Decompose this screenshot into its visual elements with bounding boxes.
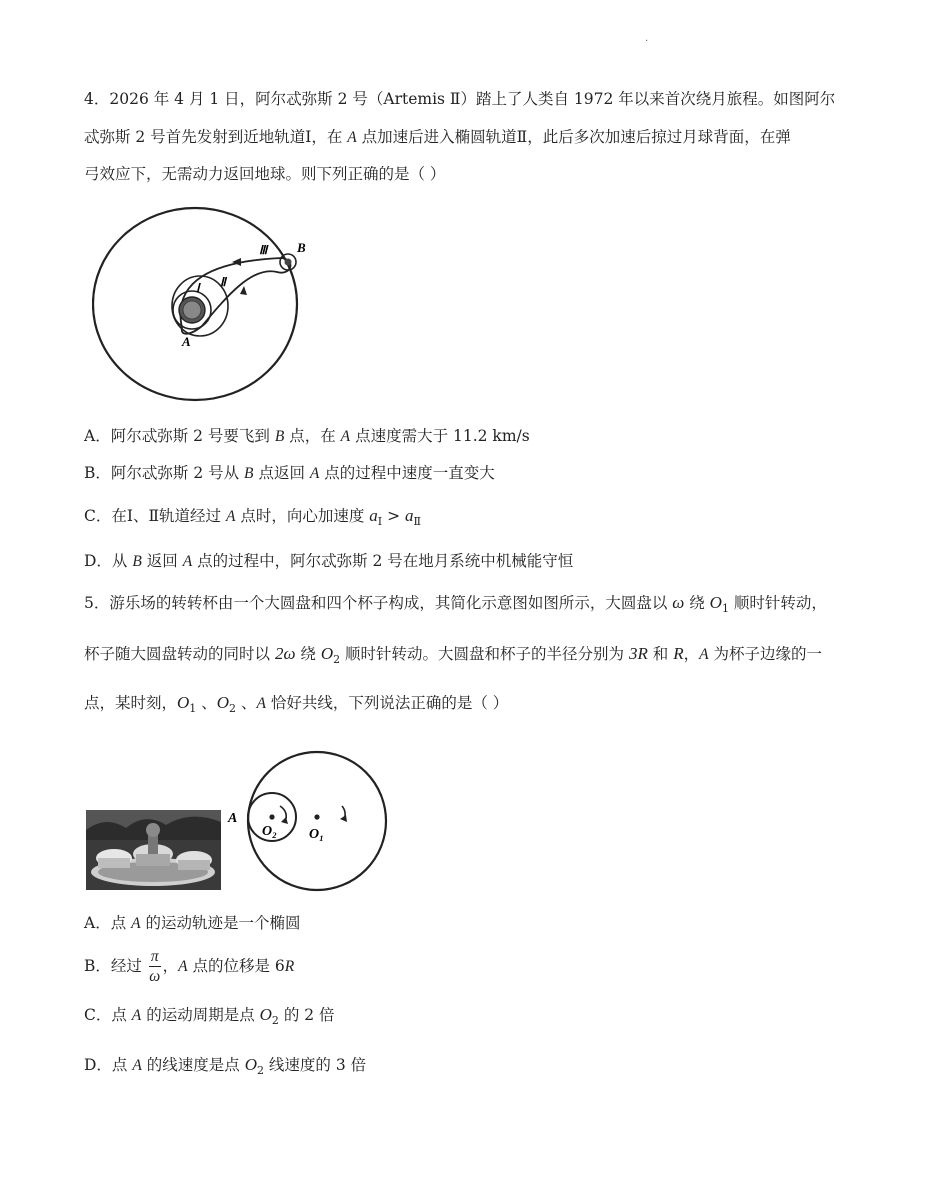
- label-O1: O₁: [309, 827, 324, 842]
- label-A: A: [182, 334, 191, 349]
- q5-stem-line-1: 5．游乐场的转转杯由一个大圆盘和四个杯子构成，其简化示意图如图所示，大圆盘以 ω 绕 $O_1$ 顺时针转动，: [84, 593, 827, 616]
- label-O2: O₂: [262, 824, 277, 839]
- q4-option-b[interactable]: B．阿尔忒弥斯 2 号从 B 点返回 A 点的过程中速度一直变大: [84, 464, 495, 482]
- label-II: Ⅱ: [220, 275, 226, 289]
- q4-option-c[interactable]: C．在Ⅰ、Ⅱ轨道经过 A 点时，向心加速度 $a_Ⅰ > a_Ⅱ$: [84, 506, 421, 529]
- q4-option-a[interactable]: A．阿尔忒弥斯 2 号要飞到 B 点，在 A 点速度需大于 11.2 km/s: [84, 427, 530, 445]
- fraction-pi-over-omega: $\frac{\pi}{\omega}$: [149, 947, 161, 985]
- q4-option-d[interactable]: D．从 B 返回 A 点的过程中，阿尔忒弥斯 2 号在地月系统中机械能守恒: [84, 552, 574, 570]
- label-A: A: [228, 811, 238, 826]
- label-B: B: [297, 240, 306, 255]
- orbit-arrow-2: [240, 286, 247, 295]
- q5-stem-line-3: 点，某时刻，$O_1$ 、$O_2$ 、A 恰好共线，下列说法正确的是（ ）: [84, 693, 509, 716]
- q5-option-d[interactable]: D．点 A 的线速度是点 $O_2$ 线速度的 3 倍: [84, 1055, 367, 1078]
- rotating-cup-diagram: [225, 742, 395, 902]
- q5-option-a[interactable]: A．点 A 的运动轨迹是一个椭圆: [84, 914, 301, 932]
- label-I: Ⅰ: [196, 281, 200, 295]
- q5-option-b[interactable]: B．经过 $\frac{\pi}{\omega}$ ，A 点的位移是 6R: [84, 947, 295, 985]
- orbit-diagram: [92, 206, 307, 406]
- moon: [285, 259, 292, 266]
- q5-stem-line-2: 杯子随大圆盘转动的同时以 2ω 绕 $O_2$ 顺时针转动。大圆盘和杯子的半径分别为 3R 和 R，A 为杯子边缘的一: [84, 644, 823, 667]
- page-mark: ·: [645, 36, 649, 47]
- teacup-ride-photo: [86, 810, 221, 890]
- label-III: Ⅲ: [259, 243, 268, 257]
- q4-stem-line-1: 4．2026 年 4 月 1 日，阿尔忒弥斯 2 号（Artemis Ⅱ）踏上了人类自 1972 年以来首次绕月旅程。如图阿尔: [84, 90, 836, 108]
- big-disk: [248, 752, 386, 890]
- q4-stem-line-3: 弓效应下，无需动力返回地球。则下列正确的是（ ）: [84, 165, 446, 183]
- point-O2: [269, 814, 274, 819]
- point-O1: [314, 814, 319, 819]
- q4-stem-line-2: 忒弥斯 2 号首先发射到近地轨道Ⅰ，在 A 点加速后进入椭圆轨道Ⅱ，此后多次加速后掠过月球背面，在弹: [84, 128, 791, 146]
- q5-option-c[interactable]: C．点 A 的运动周期是点 $O_2$ 的 2 倍: [84, 1005, 335, 1028]
